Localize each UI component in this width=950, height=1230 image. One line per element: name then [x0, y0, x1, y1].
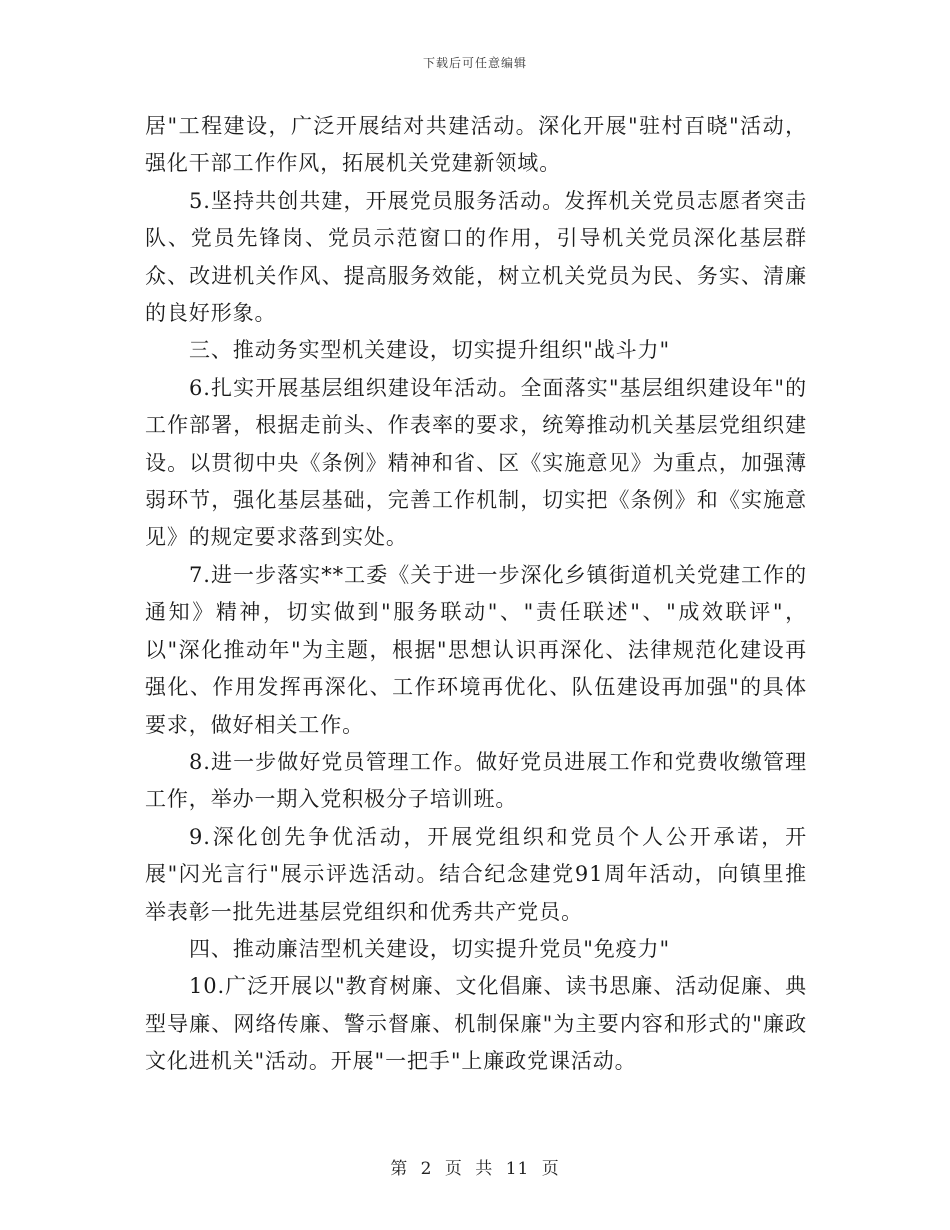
- document-body: [145, 108, 807, 1081]
- paragraph-item-6: 6.扎实开展基层组织建设年活动。全面落实"基层组织建设年"的工作部署，根据走前头、作表率的要求，统筹推动机关基层党组织建设。以贯彻中央《条例》精神和省、区《实施意见》为重点，加强薄弱环节，强化基层基础，完善工作机制，切实把《条例》和《实施意见》的规定要求落到实处。: [145, 375, 807, 550]
- paragraph-continuation: 居"工程建设，广泛开展结对共建活动。深化开展"驻村百晓"活动，强化干部工作作风，拓展机关党建新领域。: [145, 114, 807, 176]
- paragraph-item-10: 10.广泛开展以"教育树廉、文化倡廉、读书思廉、活动促廉、典型导廉、网络传廉、警示督廉、机制保廉"为主要内容和形式的"廉政文化进机关"活动。开展"一把手"上廉政党课活动。: [145, 974, 807, 1074]
- paragraph-item-9: 9.深化创先争优活动，开展党组织和党员个人公开承诺，开展"闪光言行"展示评选活动。结合纪念建党91周年活动，向镇里推举表彰一批先进基层党组织和优秀共产党员。: [145, 824, 807, 924]
- section-heading-3: 三、推动务实型机关建设，切实提升组织"战斗力": [189, 338, 671, 363]
- section-heading-4: 四、推动廉洁型机关建设，切实提升党员"免疫力": [189, 936, 671, 961]
- page-footer: 第 2 页 共 11 页: [390, 1159, 560, 1179]
- paragraph-item-7: 7.进一步落实**工委《关于进一步深化乡镇街道机关党建工作的通知》精神，切实做到"服务联动"、"责任联述"、"成效联评"，以"深化推动年"为主题，根据"思想认识再深化、法律规范化建设再强化、作用发挥再深化、工作环境再优化、队伍建设再加强"的具体要求，做好相关工作。: [145, 562, 807, 737]
- paragraph-item-8: 8.进一步做好党员管理工作。做好党员进展工作和党费收缴管理工作，举办一期入党积极分子培训班。: [145, 749, 807, 812]
- page-header: 下载后可任意编辑: [422, 56, 527, 70]
- paragraph-item-5: 5.坚持共创共建，开展党员服务活动。发挥机关党员志愿者突击队、党员先锋岗、党员示范窗口的作用，引导机关党员深化基层群众、改进机关作风、提高服务效能，树立机关党员为民、务实、清廉的良好形象。: [145, 188, 807, 326]
